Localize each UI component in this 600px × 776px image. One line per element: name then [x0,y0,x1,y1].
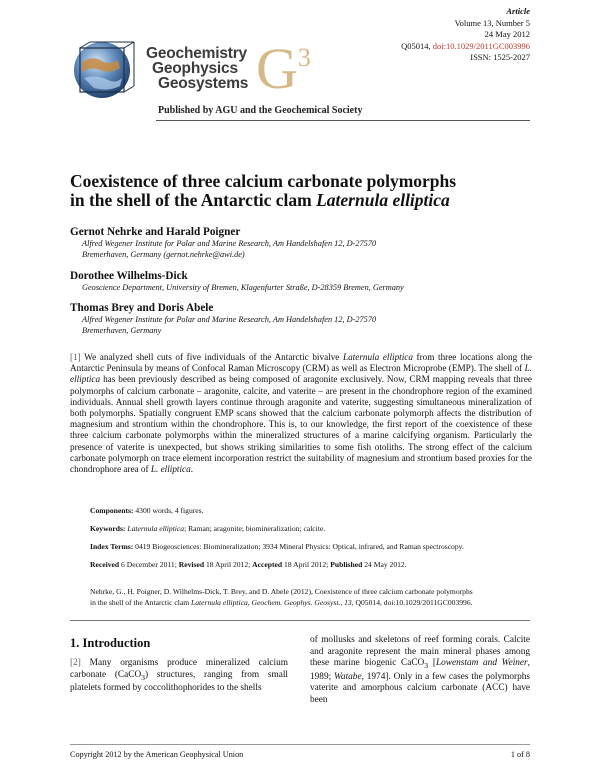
reference-link[interactable]: Lowenstam and Weiner [435,658,528,669]
section-divider [70,620,530,621]
header-divider [156,120,530,121]
article-meta [401,6,530,64]
abstract-text: We analyzed shell cuts of five individuals of the Antarctic bivalve [80,352,343,362]
author-names: Gernot Nehrke and Harald Poigner [70,226,241,238]
footer-divider [70,744,530,745]
components-value: 4300 words, 4 figures. [135,506,204,515]
title-text: in the shell of the Antarctic clam [70,190,317,210]
author-group [70,226,540,260]
keywords-label: Keywords: [90,524,126,533]
section-heading: 1. Introduction [70,636,151,650]
intro-column-right [310,635,530,706]
journal-name [146,46,248,91]
body-text: [ [428,658,436,669]
g3-letter: G [256,36,298,101]
affiliation-line: Bremerhaven, Germany [82,325,162,335]
published-label: Published [330,560,363,569]
abstract-text: has been previously described as being composed of aragonite exclusively. Now, CRM mapping reveals that three polymorphs of calcium carbonate – aragonite, calcite, and vaterite – are present in the chondrophore region of the examined individuals. Annual shell growth layers continue through aragonite and vaterite, suggesting simultaneous mineralization of both polymorphs. Spatially congruent EMP scans showed that the calcium carbonate polymorph affects the distribution of magnesium and strontium within the chondrophore. This is, to our knowledge, the first report of the coexistence of these three calcium carbonate polymorphs within the mineralized structures of a marine calcifying organism. Particularly the presence of vaterite is unexpected, but shows striking similarities to some fish otoliths. The strong effect of the calcium carbonate polymorph on trace element incorporation restrict the suitability of magnesium and strontium based proxies for the chondrophore area of [70,374,532,475]
index-terms-line [90,542,550,552]
index-terms-label: Index Terms: [90,542,134,551]
volume: Volume 13, Number 5 [454,17,530,28]
components-line [90,506,540,516]
author-names: Thomas Brey and Doris Abele [70,302,214,314]
revised-date: 18 April 2012; [205,560,251,569]
g3-mark [256,36,311,109]
article-id: Q05014, [401,40,433,51]
intro-column-left [70,658,288,695]
title-line-1: Coexistence of three calcium carbonate polymorphs [70,171,457,191]
affiliation-line: Bremerhaven, Germany (gernot.nehrke@awi.de) [82,249,245,259]
citation-line [90,598,550,609]
keywords-line [90,524,540,534]
title-line-2 [70,191,540,210]
body-text: , 1989; [310,658,530,682]
page-number: 1 of 8 [510,750,530,759]
g3-superscript: 3 [297,43,311,72]
components-label: Components: [90,506,134,515]
abstract-text: from three locations along the Antarctic Peninsula by means of Confocal Raman Microscopy (CRM) as well as Electron Microprobe (EMP). The shell of [70,352,533,374]
paragraph-number: [1] [70,352,81,362]
dates-line [90,560,540,570]
body-text: , 1974]. Only in a few cases the polymorphs vaterite and amorphous calcium carbonate (ACC) have been [310,671,530,705]
journal-name-line: Geochemistry [146,45,247,62]
species-name: L. elliptica [150,464,191,475]
species-name: Laternula elliptica [342,352,413,362]
citation-journal: Laternula elliptica, Geochem. Geophys. Geosyst., 13, [191,597,354,607]
abstract [70,352,532,475]
subscript: 3 [141,672,146,682]
subscript: 3 [424,661,429,671]
species-name: L. elliptica [70,363,532,385]
citation-text: in the shell of the Antarctic clam [90,597,192,607]
citation-line: Nehrke, G., H. Poigner, D. Wilhelms-Dick, T. Brey, and D. Abele (2012), Coexistence of three calcium carbonate polymorphs [90,587,473,596]
article-id-line [401,41,530,53]
body-text: of mollusks and skeletons of reef forming corals. Calcite and aragonite represent the main mineral phases among these marine biogenic CaCO [310,635,530,669]
paragraph-number: [2] [70,658,81,668]
affiliation-line: Geoscience Department, University of Bremen, Klagenfurter Straße, D-28359 Bremen, Germany [82,283,404,292]
index-terms-value: 0419 Biogeosciences: Biomineralization; 3934 Mineral Physics: Optical, infrared, and Raman spectroscopy. [135,542,464,551]
accepted-label: Accepted [252,560,283,569]
title-species: Laternula elliptica [316,190,450,210]
abstract-text: . [190,464,193,475]
reference-link[interactable]: Watabe [334,671,362,682]
received-label: Received [90,560,120,569]
publisher-line: Published by AGU and the Geochemical Society [158,105,363,116]
citation [90,587,550,608]
keyword-species: Laternula elliptica [127,524,185,533]
citation-text: Q05014, doi:10.1029/2011GC003996. [353,597,473,607]
keywords-value: ; Raman; aragonite; biomineralization; calcite. [184,524,326,533]
article-type: Article [506,6,530,16]
published-date: 24 May 2012. [364,560,407,569]
issn: ISSN: 1525-2027 [470,52,530,63]
copyright: Copyright 2012 by the American Geophysical Union [70,750,244,759]
journal-name-line: Geosystems [158,75,249,92]
revised-label: Revised [178,560,205,569]
doi-link[interactable]: doi:10.1029/2011GC003996 [432,40,530,51]
author-group [70,302,540,336]
received-date: 6 December 2011; [121,560,177,569]
publication-date: 24 May 2012 [484,29,530,40]
accepted-date: 18 April 2012; [284,560,329,569]
paper-title [70,172,540,210]
journal-name-line: Geophysics [152,60,238,77]
affiliation-line: Alfred Wegener Institute for Polar and Marine Research, Am Handelshafen 12, D-27570 [82,315,377,324]
author-names: Dorothee Wilhelms-Dick [70,270,188,282]
author-group [70,270,540,294]
body-text: Many organisms produce mineralized calcium carbonate (CaCO [70,658,288,680]
affiliation-line: Alfred Wegener Institute for Polar and Marine Research, Am Handelshafen 12, D-27570 [82,239,377,248]
body-text: ) structures, ranging from small platelets formed by coccolithophorides to the shells [70,669,288,694]
